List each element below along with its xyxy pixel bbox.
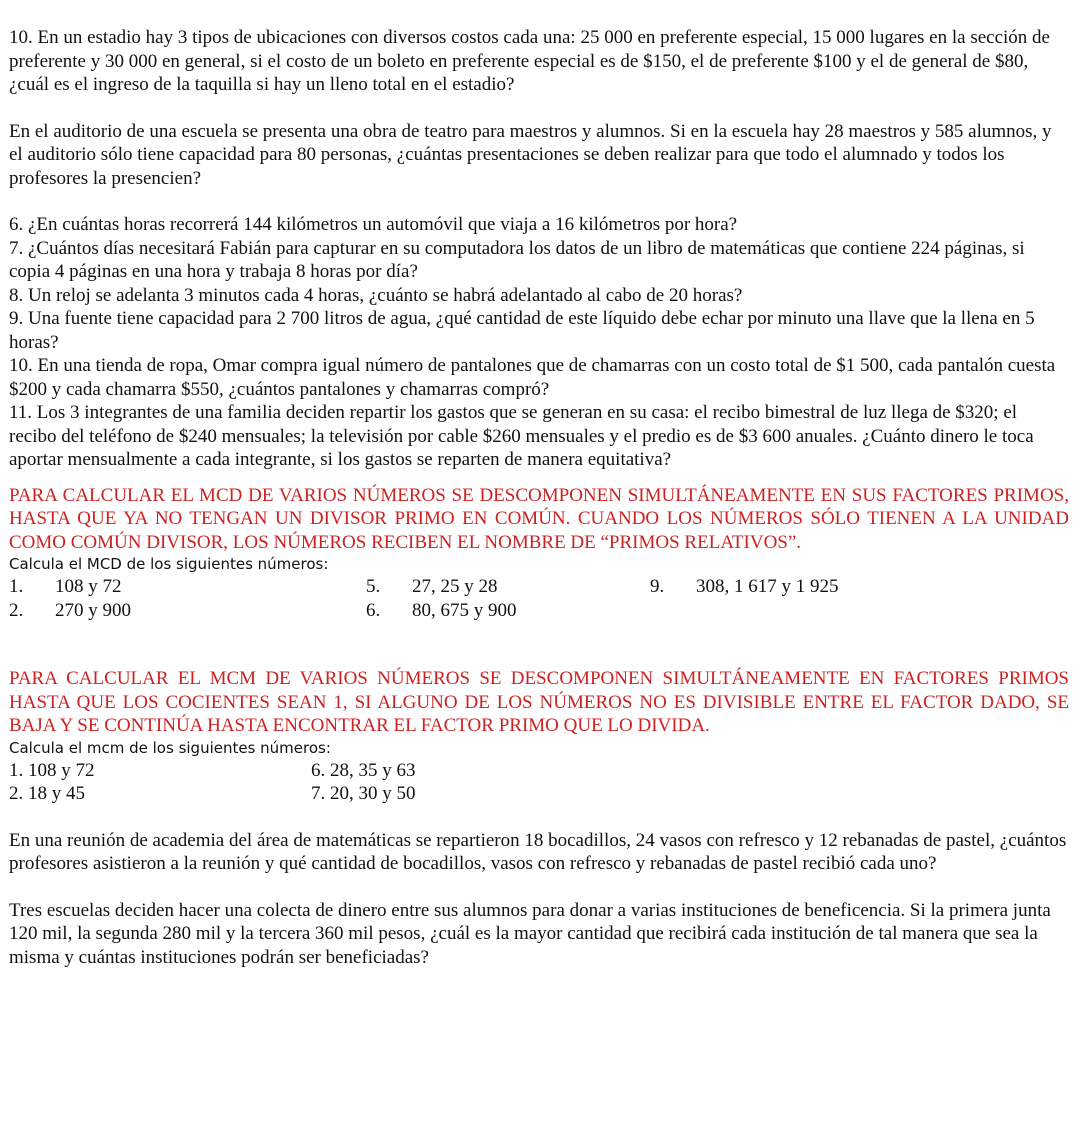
mcm-item-2: 2. 18 y 45 bbox=[9, 783, 85, 804]
mcm-exercise-grid bbox=[9, 759, 1069, 806]
problem-6: 6. ¿En cuántas horas recorrerá 144 kilómetros un automóvil que viaja a 16 kilómetros por hora? bbox=[9, 214, 738, 235]
problem-fundraiser: Tres escuelas deciden hacer una colecta de dinero entre sus alumnos para donar a varias instituciones de beneficencia. Si la primera junta 120 mil, la segunda 280 mil y la tercera 360 mil pesos, ¿cuál es la mayor cantidad que recibirá cada institución de tal manera que sea la misma y cuántas instituciones podrán ser beneficiadas? bbox=[9, 899, 1051, 968]
mcd-exercise-grid bbox=[9, 575, 1069, 622]
problem-7: 7. ¿Cuántos días necesitará Fabián para capturar en su computadora los datos de un libro de matemáticas que contiene 224 páginas, si copia 4 páginas en una hora y trabaja 8 horas por día? bbox=[9, 237, 1025, 282]
mcd-rule: PARA CALCULAR EL MCD DE VARIOS NÚMEROS SE DESCOMPONEN SIMULTÁNEAMENTE EN SUS FACTORES PRIMOS, HASTA QUE YA NO TENGAN UN DIVISOR PRIMO EN COMÚN. CUANDO LOS NÚMEROS SÓLO TIENEN A LA UNIDAD COMO COMÚN DIVISOR, LOS NÚMEROS RECIBEN EL NOMBRE DE “PRIMOS RELATIVOS”. bbox=[9, 484, 1069, 553]
problem-8: 8. Un reloj se adelanta 3 minutos cada 4 horas, ¿cuánto se habrá adelantado al cabo de 20 horas? bbox=[9, 284, 743, 306]
mcm-item-1: 1. 108 y 72 bbox=[9, 759, 95, 781]
mcm-item-7: 7. 20, 30 y 50 bbox=[311, 783, 416, 804]
mcm-item-6: 6. 28, 35 y 63 bbox=[311, 759, 416, 781]
problem-9: 9. Una fuente tiene capacidad para 2 700 litros de agua, ¿qué cantidad de este líquido debe echar por minuto una llave que la llena en 5 horas? bbox=[9, 308, 1035, 353]
problem-10-store: 10. En una tienda de ropa, Omar compra igual número de pantalones que de chamarras con un costo total de $1 500, cada pantalón cuesta $200 y cada chamarra $550, ¿cuántos pantalones y chamarras compró? bbox=[9, 355, 1056, 400]
problem-stadium: 10. En un estadio hay 3 tipos de ubicaciones con diversos costos cada una: 25 000 en preferente especial, 15 000 lugares en la sección de preferente y 30 000 en general, si el costo de un boleto en preferente especial es de $150, el de preferente $100 y el de general de $80, ¿cuál es el ingreso de la taquilla si hay un lleno total en el estadio? bbox=[9, 27, 1050, 95]
mcd-item-2: 2. 270 y 900 bbox=[9, 599, 131, 621]
mcd-item-6: 6. 80, 675 y 900 bbox=[366, 599, 517, 621]
mcd-instruction: Calcula el MCD de los siguientes números: bbox=[9, 555, 329, 573]
mcm-rule: PARA CALCULAR EL MCM DE VARIOS NÚMEROS SE DESCOMPONEN SIMULTÁNEAMENTE EN FACTORES PRIMOS HASTA QUE LOS COCIENTES SEAN 1, SI ALGUNO DE LOS NÚMEROS NO ES DIVISIBLE ENTRE EL FACTOR DADO, SE BAJA Y SE CONTINÚA HASTA ENCONTRAR EL FACTOR PRIMO QUE LO DIVIDA. bbox=[9, 668, 1069, 736]
mcd-item-1: 1. 108 y 72 bbox=[9, 576, 122, 597]
problem-11: 11. Los 3 integrantes de una familia deciden repartir los gastos que se generan en su casa: el recibo bimestral de luz llega de $320; el recibo del teléfono de $240 mensuales; la televisión por cable $260 mensuales y el predio es de $3 600 anuales. ¿Cuánto dinero le toca aportar mensualmente a cada integrante, si los gastos se reparten de manera equitativa? bbox=[9, 402, 1034, 470]
mcm-instruction: Calcula el mcm de los siguientes números: bbox=[9, 738, 331, 757]
problem-auditorium: En el auditorio de una escuela se presenta una obra de teatro para maestros y alumnos. Si en la escuela hay 28 maestros y 585 alumnos, y el auditorio sólo tiene capacidad para 80 personas, ¿cuántas presentaciones se deben realizar para que todo el alumnado y todos los profesores la presencien? bbox=[9, 120, 1052, 189]
mcd-item-5: 5. 27, 25 y 28 bbox=[366, 576, 498, 597]
mcd-item-9: 9. 308, 1 617 y 1 925 bbox=[650, 576, 839, 597]
problem-snacks: En una reunión de academia del área de matemáticas se repartieron 18 bocadillos, 24 vasos con refresco y 12 rebanadas de pastel, ¿cuántos profesores asistieron a la reunión y qué cantidad de bocadillos, vasos con refresco y rebanadas de pastel recibió cada uno? bbox=[9, 829, 1067, 874]
worksheet-page bbox=[9, 26, 1069, 969]
